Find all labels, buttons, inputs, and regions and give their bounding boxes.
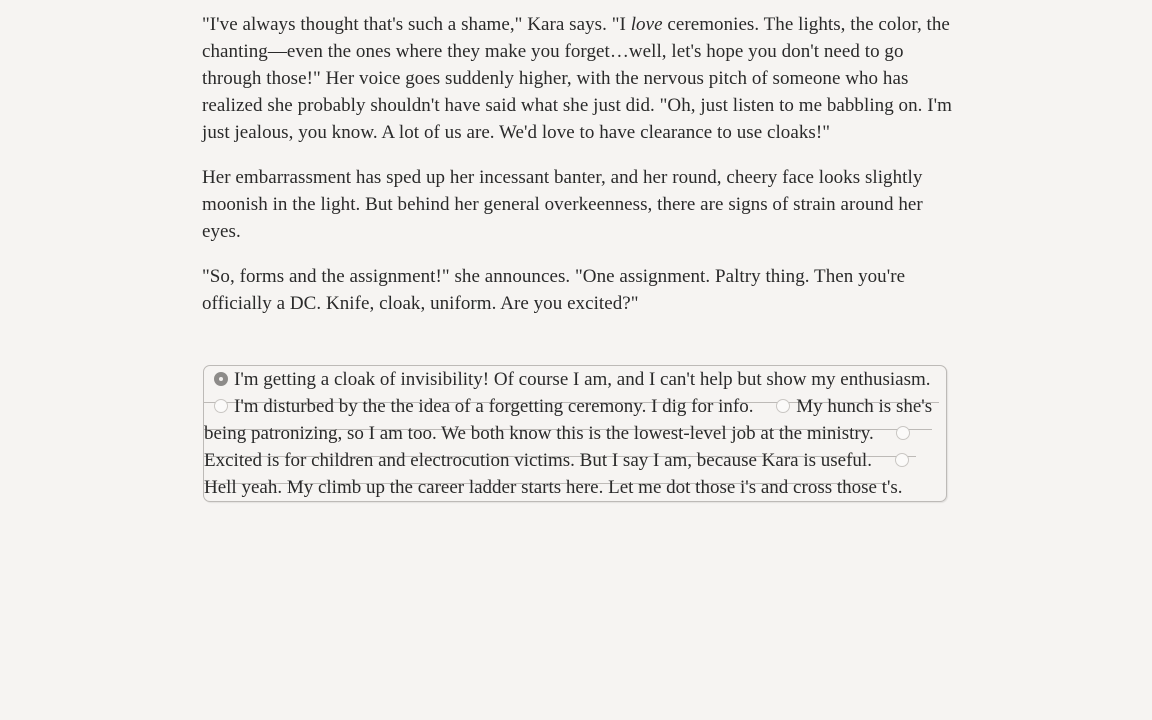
passage-paragraph-3: "So, forms and the assignment!" she announces. "One assignment. Paltry thing. Then you're officially a DC. Knife, cloak, uniform. Are you excited?" bbox=[202, 266, 906, 314]
choice-label: Hell yeah. My climb up the career ladder starts here. Let me dot those i's and cross those t's. bbox=[204, 477, 903, 498]
paragraph-text: ceremonies. The lights, the color, the chanting—even the ones where they make you forget…well, let's hope you don't need to go through those!" Her voice goes suddenly higher, with the nervous pitch of someone who has realized she probably shouldn't have said what she just did. "Oh, just listen to me babbling on. I'm just jealous, you know. A lot of us are. We'd love to have clearance to use cloaks!" bbox=[202, 14, 952, 143]
choice-label: My hunch is she's being patronizing, so I am too. We both know this is the lowest-level job at the ministry. bbox=[204, 396, 933, 444]
passage-paragraph-2: Her embarrassment has sped up her incessant banter, and her round, cheery face looks slightly moonish in the light. But behind her general overkeenness, there are signs of strain around her eyes. bbox=[202, 167, 923, 242]
choice-list bbox=[203, 365, 947, 502]
choice-label: I'm getting a cloak of invisibility! Of course I am, and I can't help but show my enthusiasm. bbox=[234, 369, 931, 390]
paragraph-text: "I've always thought that's such a shame," Kara says. "I bbox=[202, 14, 631, 35]
radio-unchecked-icon[interactable] bbox=[776, 399, 790, 413]
emphasis-text: love bbox=[630, 14, 663, 35]
choice-label: Excited is for children and electrocution victims. But I say I am, because Kara is useful. bbox=[204, 450, 872, 471]
story-passage bbox=[202, 11, 952, 335]
choice-label: I'm disturbed by the the idea of a forgetting ceremony. I dig for info. bbox=[234, 396, 754, 417]
radio-unchecked-icon[interactable] bbox=[895, 453, 909, 467]
passage-paragraph-1 bbox=[202, 11, 952, 146]
